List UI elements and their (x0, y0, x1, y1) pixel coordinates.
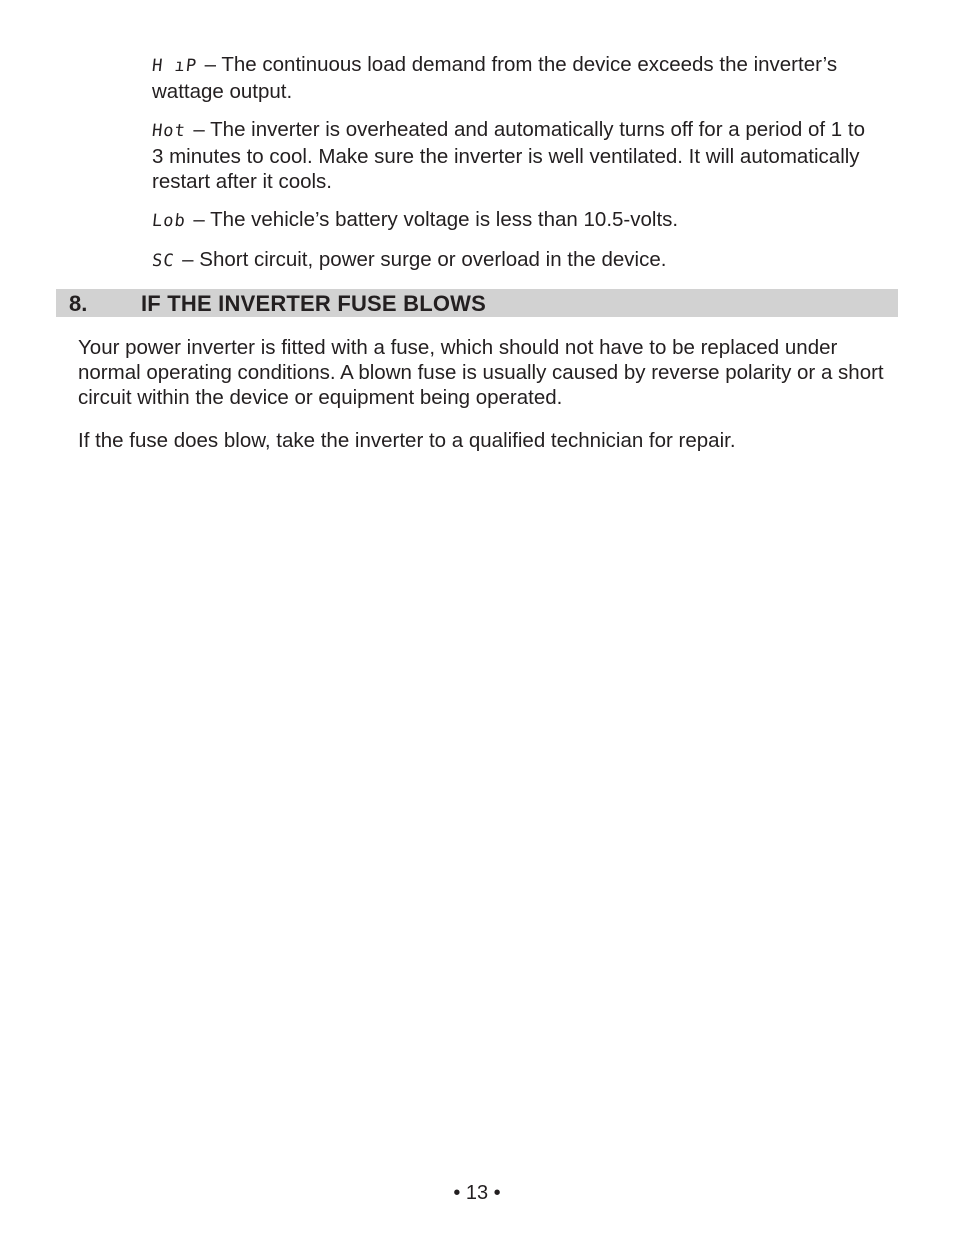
error-code-description: – The inverter is overheated and automatically turns off for a period of 1 to 3 minutes to cool. Make sure the inverter is well ventilated. It will automatically restart after it cools. (152, 118, 865, 193)
paragraph: Your power inverter is fitted with a fuse, which should not have to be replaced under normal operating conditions. A blown fuse is usually caused by reverse polarity or a short circuit within the device or equipment being operated. (78, 336, 884, 409)
error-code: Lob (151, 211, 187, 231)
section-body (78, 335, 898, 471)
error-code: Hot (151, 121, 187, 141)
section-number: 8. (69, 291, 88, 316)
page-number: • 13 • (453, 1182, 501, 1204)
paragraph: If the fuse does blow, take the inverter to a qualified technician for repair. (78, 429, 736, 452)
section-heading (56, 289, 898, 317)
error-code-description: – The continuous load demand from the device exceeds the inverter’s wattage output. (152, 53, 838, 103)
error-code: H ıP (151, 56, 199, 76)
section-title: IF THE INVERTER FUSE BLOWS (141, 291, 486, 316)
error-code-list (152, 52, 882, 287)
error-code-item (152, 117, 882, 194)
error-code-item (152, 207, 882, 234)
error-code-item (152, 52, 882, 104)
error-code-description: – The vehicle’s battery voltage is less than 10.5-volts. (187, 208, 679, 231)
error-code: SC (151, 251, 176, 271)
error-code-item (152, 247, 882, 274)
error-code-description: – Short circuit, power surge or overload in the device. (176, 248, 667, 271)
